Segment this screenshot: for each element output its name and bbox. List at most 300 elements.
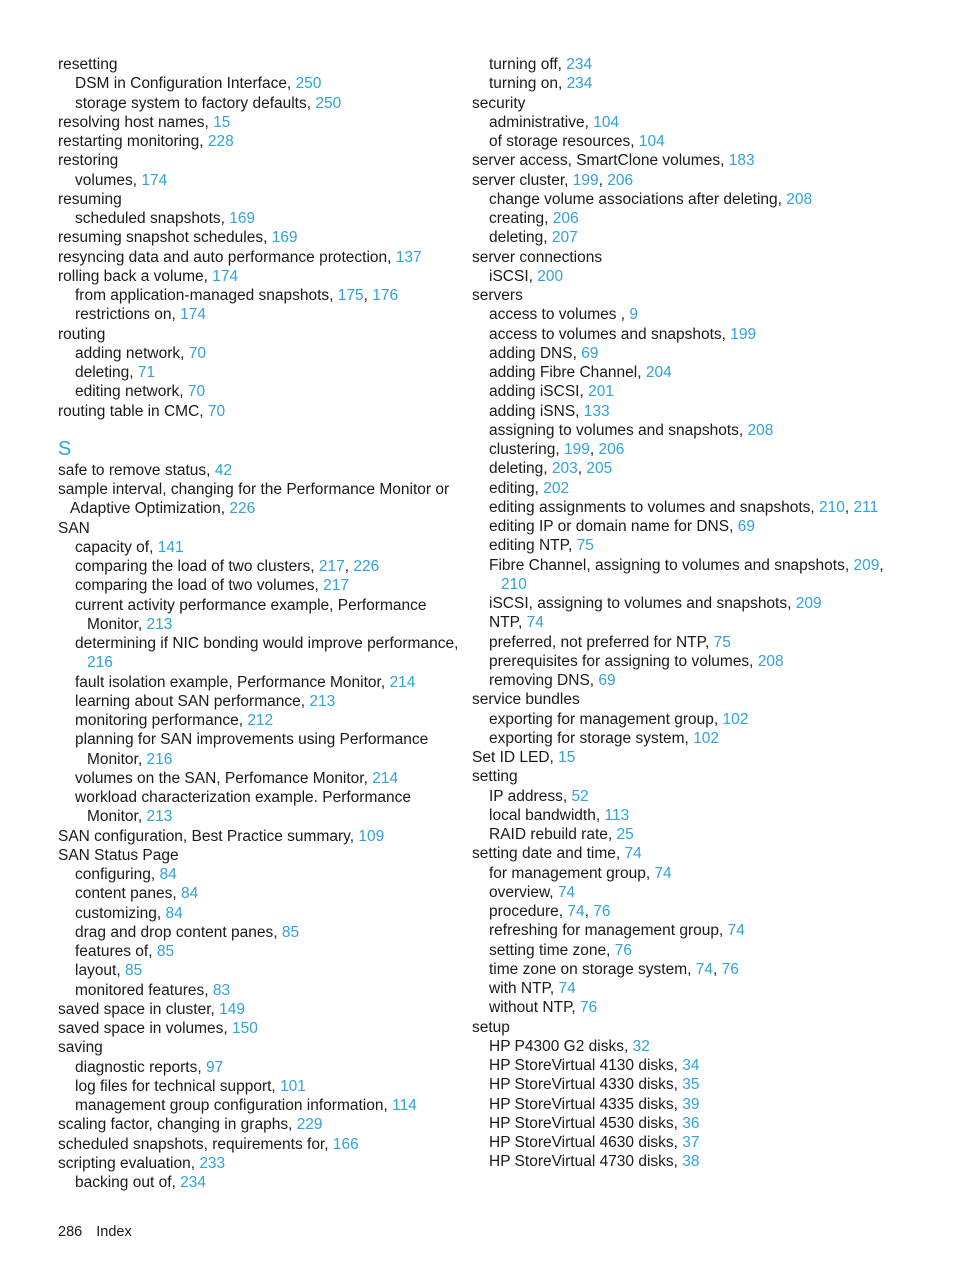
index-term: refreshing for management group,: [489, 922, 724, 940]
page-link[interactable]: 74: [526, 614, 544, 632]
index-subentry: [58, 923, 463, 942]
page-link[interactable]: 76: [593, 903, 611, 920]
page-link[interactable]: 15: [213, 113, 231, 131]
index-entry: [58, 846, 463, 865]
page-link[interactable]: 228: [207, 133, 234, 150]
index-subentry: [58, 209, 463, 228]
index-term: iSCSI, assigning to volumes and snapshots,: [489, 595, 792, 612]
index-term: turning off,: [489, 56, 562, 73]
page-link[interactable]: 85: [281, 923, 300, 941]
index-subentry: [58, 363, 463, 382]
page-link[interactable]: 175: [337, 287, 364, 304]
page-link[interactable]: 206: [552, 210, 579, 227]
page-link[interactable]: 211: [853, 498, 879, 516]
index-entry: [58, 827, 463, 846]
index-term: preferred, not preferred for NTP,: [489, 633, 710, 651]
index-entry: [58, 113, 463, 132]
page-link[interactable]: 102: [693, 729, 720, 747]
page-link[interactable]: 109: [358, 827, 385, 845]
page-link[interactable]: 133: [583, 402, 610, 420]
index-term: RAID rebuild rate,: [489, 826, 613, 843]
page-link[interactable]: 74: [727, 922, 745, 940]
page-link[interactable]: 74: [567, 903, 585, 920]
index-entry: [58, 1115, 463, 1134]
index-term: service bundles: [472, 691, 580, 709]
index-term: adding Fibre Channel,: [489, 364, 642, 381]
page-link[interactable]: 42: [214, 461, 233, 479]
index-entry: [472, 767, 912, 786]
index-term: storage system to factory defaults,: [75, 94, 312, 112]
page-link[interactable]: 169: [271, 229, 298, 247]
index-entry: [58, 519, 463, 538]
index-term: capacity of,: [75, 538, 154, 556]
index-term: access to volumes and snapshots,: [489, 325, 726, 343]
page-link[interactable]: 74: [624, 845, 642, 863]
index-subentry: [472, 228, 912, 247]
index-subentry: [472, 74, 912, 93]
index-term: deleting,: [75, 364, 134, 381]
page-link[interactable]: 70: [187, 383, 206, 401]
index-subentry: [58, 634, 463, 673]
index-subentry: [472, 671, 912, 690]
index-letter-heading: S: [58, 437, 72, 460]
index-entry: [472, 748, 912, 767]
index-term: IP address,: [489, 787, 568, 805]
index-entry: [58, 151, 463, 170]
page-link[interactable]: 174: [180, 306, 206, 324]
index-term: content panes,: [75, 885, 177, 903]
index-subentry: [58, 344, 463, 363]
index-term: HP StoreVirtual 4630 disks,: [489, 1134, 678, 1151]
index-subentry: [58, 382, 463, 401]
page-link[interactable]: 70: [188, 344, 206, 362]
page-link[interactable]: 76: [721, 960, 739, 978]
page-link[interactable]: 209: [853, 556, 880, 574]
index-subentry: [58, 286, 463, 305]
page-separator: ,: [598, 171, 603, 189]
index-term: turning on,: [489, 75, 563, 93]
page-link[interactable]: 202: [543, 479, 570, 497]
index-term: prerequisites for assigning to volumes,: [489, 652, 754, 670]
index-entry: [472, 286, 912, 305]
index-subentry: [472, 1056, 912, 1075]
index-term: HP StoreVirtual 4330 disks,: [489, 1076, 678, 1094]
index-entry: [58, 480, 463, 519]
page-link[interactable]: 150: [232, 1020, 258, 1037]
index-term: planning for SAN improvements using Performance Monitor,: [75, 731, 429, 768]
index-term: servers: [472, 287, 523, 304]
index-entry: [58, 55, 463, 74]
index-subentry: [472, 902, 912, 921]
page-link[interactable]: 213: [146, 615, 173, 633]
index-entry: [472, 151, 912, 170]
index-subentry: [472, 344, 912, 363]
page-link[interactable]: 206: [598, 441, 625, 458]
page-link[interactable]: 216: [146, 750, 173, 768]
index-subentry: [472, 787, 912, 806]
page-link[interactable]: 200: [537, 267, 564, 285]
index-entry: [58, 1154, 463, 1173]
page-link[interactable]: 250: [295, 75, 322, 93]
page-link[interactable]: 210: [819, 498, 845, 516]
index-subentry: [472, 998, 912, 1017]
index-term: removing DNS,: [489, 672, 595, 689]
page-link[interactable]: 85: [124, 962, 143, 980]
index-term: editing assignments to volumes and snapshots,: [489, 498, 815, 516]
index-subentry: [58, 788, 463, 827]
index-term: safe to remove status,: [58, 461, 211, 479]
index-term: log files for technical support,: [75, 1077, 276, 1095]
index-term: exporting for storage system,: [489, 729, 689, 747]
page-link[interactable]: 9: [629, 306, 639, 324]
index-term: setting: [472, 768, 518, 786]
page-link[interactable]: 199: [563, 441, 590, 458]
index-term: iSCSI,: [489, 267, 533, 285]
index-term: sample interval, changing for the Performance Monitor or Adaptive Optimization,: [58, 481, 450, 518]
index-term: learning about SAN performance,: [75, 692, 306, 710]
index-term: HP StoreVirtual 4130 disks,: [489, 1057, 678, 1074]
index-term: adding DNS,: [489, 344, 577, 362]
index-subentry: [58, 769, 463, 788]
page-link[interactable]: 84: [165, 904, 183, 922]
index-term: editing network,: [75, 383, 184, 401]
index-entry: [58, 228, 463, 247]
index-term: HP StoreVirtual 4335 disks,: [489, 1095, 678, 1113]
page-link[interactable]: 97: [205, 1058, 224, 1076]
page-link[interactable]: 226: [353, 558, 380, 575]
index-subentry: [58, 94, 463, 113]
page-link[interactable]: 25: [616, 826, 634, 843]
index-subentry: [472, 960, 912, 979]
index-subentry: [472, 363, 912, 382]
page-link[interactable]: 15: [558, 749, 576, 766]
page-link[interactable]: 104: [638, 133, 665, 150]
page-link[interactable]: 75: [713, 633, 731, 651]
page-link[interactable]: 71: [137, 364, 156, 381]
index-subentry: [472, 556, 912, 595]
index-term: assigning to volumes and snapshots,: [489, 421, 744, 439]
index-subentry: [472, 710, 912, 729]
index-subentry: [472, 806, 912, 825]
index-subentry: [472, 209, 912, 228]
page-link[interactable]: 52: [571, 787, 589, 805]
index-subentry: [472, 941, 912, 960]
page-link[interactable]: 32: [632, 1037, 650, 1055]
index-subentry: [472, 1075, 912, 1094]
index-subentry: [58, 596, 463, 635]
page-link[interactable]: 234: [566, 56, 593, 73]
page-link[interactable]: 229: [296, 1116, 323, 1134]
index-term: volumes,: [75, 171, 138, 189]
page-separator: ,: [589, 441, 595, 458]
index-term: determining if NIC bonding would improve performance,: [75, 635, 459, 652]
page-link[interactable]: 174: [212, 267, 239, 285]
page-link[interactable]: 208: [747, 421, 774, 439]
page-link[interactable]: 38: [682, 1153, 700, 1171]
page-separator: ,: [713, 960, 718, 978]
index-subentry: [472, 864, 912, 883]
index-subentry: [472, 440, 912, 459]
page-link[interactable]: 101: [280, 1077, 306, 1095]
page-link[interactable]: 85: [156, 943, 175, 960]
page-link[interactable]: 35: [682, 1076, 700, 1094]
index-term: without NTP,: [489, 999, 576, 1017]
index-term: scheduled snapshots, requirements for,: [58, 1135, 329, 1153]
index-subentry: [472, 382, 912, 401]
page-link[interactable]: 83: [212, 981, 231, 999]
page-link[interactable]: 216: [87, 654, 113, 672]
index-subentry: [472, 479, 912, 498]
index-term: with NTP,: [489, 980, 555, 997]
page-footer: [58, 1223, 132, 1241]
index-term: resuming snapshot schedules,: [58, 229, 268, 247]
index-subentry: [472, 190, 912, 209]
page-link[interactable]: 214: [389, 673, 416, 691]
page-link[interactable]: 212: [247, 712, 274, 729]
index-subentry: [58, 961, 463, 980]
index-subentry: [472, 55, 912, 74]
index-subentry: [472, 1114, 912, 1133]
index-term: server cluster,: [472, 171, 569, 189]
page-link[interactable]: 166: [332, 1135, 359, 1153]
index-term: SAN: [58, 519, 90, 537]
index-subentry: [58, 904, 463, 923]
index-entry: [472, 844, 912, 863]
page-separator: ,: [844, 498, 850, 516]
index-entry: [58, 1000, 463, 1019]
page-link[interactable]: 208: [786, 190, 813, 208]
index-term: features of,: [75, 943, 153, 960]
index-subentry: [58, 576, 463, 595]
page-link[interactable]: 199: [730, 325, 757, 343]
page-link[interactable]: 174: [141, 171, 168, 189]
index-term: SAN configuration, Best Practice summary,: [58, 827, 355, 845]
page-link[interactable]: 84: [159, 866, 177, 883]
index-term: setting date and time,: [472, 845, 621, 863]
index-subentry: [472, 459, 912, 478]
index-subentry: [58, 1173, 463, 1192]
index-subentry: [58, 730, 463, 769]
index-term: volumes on the SAN, Perfomance Monitor,: [75, 769, 368, 787]
index-subentry: [58, 981, 463, 1000]
index-term: HP StoreVirtual 4530 disks,: [489, 1114, 678, 1132]
index-term: server access, SmartClone volumes,: [472, 152, 725, 170]
index-term: local bandwidth,: [489, 806, 601, 824]
page-link[interactable]: 207: [551, 229, 578, 247]
page-link[interactable]: 233: [199, 1154, 226, 1172]
index-subentry: [58, 1096, 463, 1115]
index-term: routing table in CMC,: [58, 402, 204, 420]
page-separator: ,: [577, 460, 583, 478]
index-column-left: [58, 55, 463, 1192]
index-term: deleting,: [489, 460, 548, 478]
page-link[interactable]: 217: [318, 558, 345, 575]
page-link[interactable]: 69: [581, 344, 599, 362]
page-link[interactable]: 74: [558, 980, 576, 997]
index-entry: [472, 248, 912, 267]
page-link[interactable]: 37: [682, 1134, 700, 1151]
index-term: HP P4300 G2 disks,: [489, 1037, 629, 1055]
index-subentry: [472, 652, 912, 671]
index-subentry: [472, 113, 912, 132]
page-link[interactable]: 213: [309, 692, 336, 710]
index-term: change volume associations after deleting,: [489, 190, 782, 208]
index-subentry: [472, 594, 912, 613]
page-link[interactable]: 36: [682, 1114, 700, 1132]
index-term: clustering,: [489, 441, 560, 458]
index-subentry: [58, 884, 463, 903]
index-entry: [472, 690, 912, 709]
page-link[interactable]: 74: [557, 883, 576, 901]
page-link[interactable]: 208: [757, 652, 784, 670]
page-link[interactable]: 104: [593, 113, 620, 131]
index-term: procedure,: [489, 903, 564, 920]
page-link[interactable]: 226: [229, 500, 256, 518]
page-link[interactable]: 114: [392, 1097, 417, 1114]
index-term: customizing,: [75, 904, 162, 922]
index-subentry: [472, 536, 912, 555]
index-term: management group configuration information,: [75, 1097, 388, 1114]
index-subentry: [58, 557, 463, 576]
index-subentry: [472, 729, 912, 748]
index-subentry: [58, 305, 463, 324]
page-link[interactable]: 209: [795, 595, 822, 612]
index-term: server connections: [472, 248, 603, 266]
footer-page-number: 286: [58, 1224, 83, 1240]
index-entry: [58, 248, 463, 267]
index-subentry: [472, 402, 912, 421]
index-term: scheduled snapshots,: [75, 210, 225, 227]
index-entry: [58, 1135, 463, 1154]
page-link[interactable]: 141: [157, 538, 184, 556]
index-subentry: [58, 865, 463, 884]
page-link[interactable]: 74: [695, 960, 714, 978]
index-subentry: [472, 498, 912, 517]
page-link[interactable]: 201: [588, 383, 614, 401]
index-subentry: [472, 305, 912, 324]
page-link[interactable]: 149: [219, 1000, 245, 1018]
index-term: resolving host names,: [58, 113, 209, 131]
page-link[interactable]: 217: [323, 577, 350, 595]
index-term: setting time zone,: [489, 941, 611, 959]
page-link[interactable]: 34: [682, 1057, 700, 1074]
index-term: security: [472, 94, 526, 112]
index-subentry: [472, 1095, 912, 1114]
page-link[interactable]: 206: [607, 171, 634, 189]
index-term: fault isolation example, Performance Monitor,: [75, 673, 386, 691]
page-link[interactable]: 210: [501, 575, 527, 593]
page-link[interactable]: 70: [207, 402, 226, 420]
index-term: resetting: [58, 56, 118, 73]
index-term: exporting for management group,: [489, 710, 719, 728]
page-link[interactable]: 76: [614, 941, 633, 959]
index-term: comparing the load of two volumes,: [75, 577, 319, 595]
page-link[interactable]: 76: [580, 999, 598, 1017]
page-link[interactable]: 84: [181, 885, 199, 903]
index-term: resyncing data and auto performance protection,: [58, 248, 392, 266]
index-term: Set ID LED,: [472, 749, 554, 766]
index-term: DSM in Configuration Interface,: [75, 75, 292, 93]
index-subentry: [472, 267, 912, 286]
page-link[interactable]: 169: [229, 210, 256, 227]
page-link[interactable]: 234: [180, 1174, 207, 1191]
page-link[interactable]: 204: [645, 364, 672, 381]
index-entry: [472, 1018, 912, 1037]
page-link[interactable]: 102: [722, 710, 749, 728]
index-subentry: [472, 1152, 912, 1171]
index-subentry: [58, 74, 463, 93]
page-link[interactable]: 74: [654, 864, 672, 882]
page-link[interactable]: 199: [572, 171, 599, 189]
index-term: configuring,: [75, 866, 156, 883]
index-term: diagnostic reports,: [75, 1058, 202, 1076]
index-term: HP StoreVirtual 4730 disks,: [489, 1153, 678, 1171]
index-term: monitored features,: [75, 981, 209, 999]
page-link[interactable]: 176: [372, 287, 399, 304]
index-term: from application-managed snapshots,: [75, 287, 334, 304]
index-entry: [58, 325, 463, 344]
footer-section-title: Index: [96, 1224, 132, 1240]
index-subentry: [58, 942, 463, 961]
page-link[interactable]: 75: [576, 537, 594, 555]
index-entry: [58, 267, 463, 286]
page-link[interactable]: 234: [566, 75, 593, 93]
index-subentry: [472, 825, 912, 844]
index-term: adding iSCSI,: [489, 383, 584, 401]
page-link[interactable]: 69: [598, 672, 616, 689]
page-link[interactable]: 113: [604, 806, 630, 824]
index-subentry: [58, 692, 463, 711]
index-subentry: [472, 325, 912, 344]
index-entry: [472, 94, 912, 113]
index-entry: [472, 171, 912, 190]
index-term: monitoring performance,: [75, 712, 243, 729]
page-link[interactable]: 137: [395, 248, 422, 266]
index-term: time zone on storage system,: [489, 960, 692, 978]
index-term: comparing the load of two clusters,: [75, 558, 315, 575]
index-term: restoring: [58, 152, 119, 170]
page-link[interactable]: 69: [737, 518, 755, 535]
index-term: current activity performance example, Performance Monitor,: [75, 596, 427, 633]
page-separator: ,: [344, 558, 350, 575]
index-term: saved space in volumes,: [58, 1020, 228, 1037]
page-link[interactable]: 213: [146, 808, 173, 826]
index-subentry: [472, 633, 912, 652]
index-column-right: [472, 55, 912, 1172]
index-term: administrative,: [489, 113, 589, 131]
page-link[interactable]: 183: [728, 152, 755, 170]
index-entry: [58, 1019, 463, 1038]
page-separator: ,: [363, 287, 368, 304]
index-subentry: [58, 1058, 463, 1077]
index-term: saving: [58, 1039, 103, 1057]
index-term: restrictions on,: [75, 306, 176, 324]
index-term: workload characterization example. Performance Monitor,: [75, 789, 411, 826]
index-term: saved space in cluster,: [58, 1000, 215, 1018]
page-link[interactable]: 39: [682, 1095, 700, 1113]
index-entry: [58, 461, 463, 480]
page-link[interactable]: 214: [372, 769, 399, 787]
index-subentry: [58, 171, 463, 190]
page-link[interactable]: 250: [315, 94, 342, 112]
index-term: access to volumes ,: [489, 306, 626, 324]
page-link[interactable]: 205: [586, 460, 613, 478]
index-term: SAN Status Page: [58, 846, 179, 864]
page-link[interactable]: 203: [551, 460, 578, 478]
index-term: overview,: [489, 883, 554, 901]
index-term: of storage resources,: [489, 133, 635, 150]
index-entry: [58, 402, 463, 421]
